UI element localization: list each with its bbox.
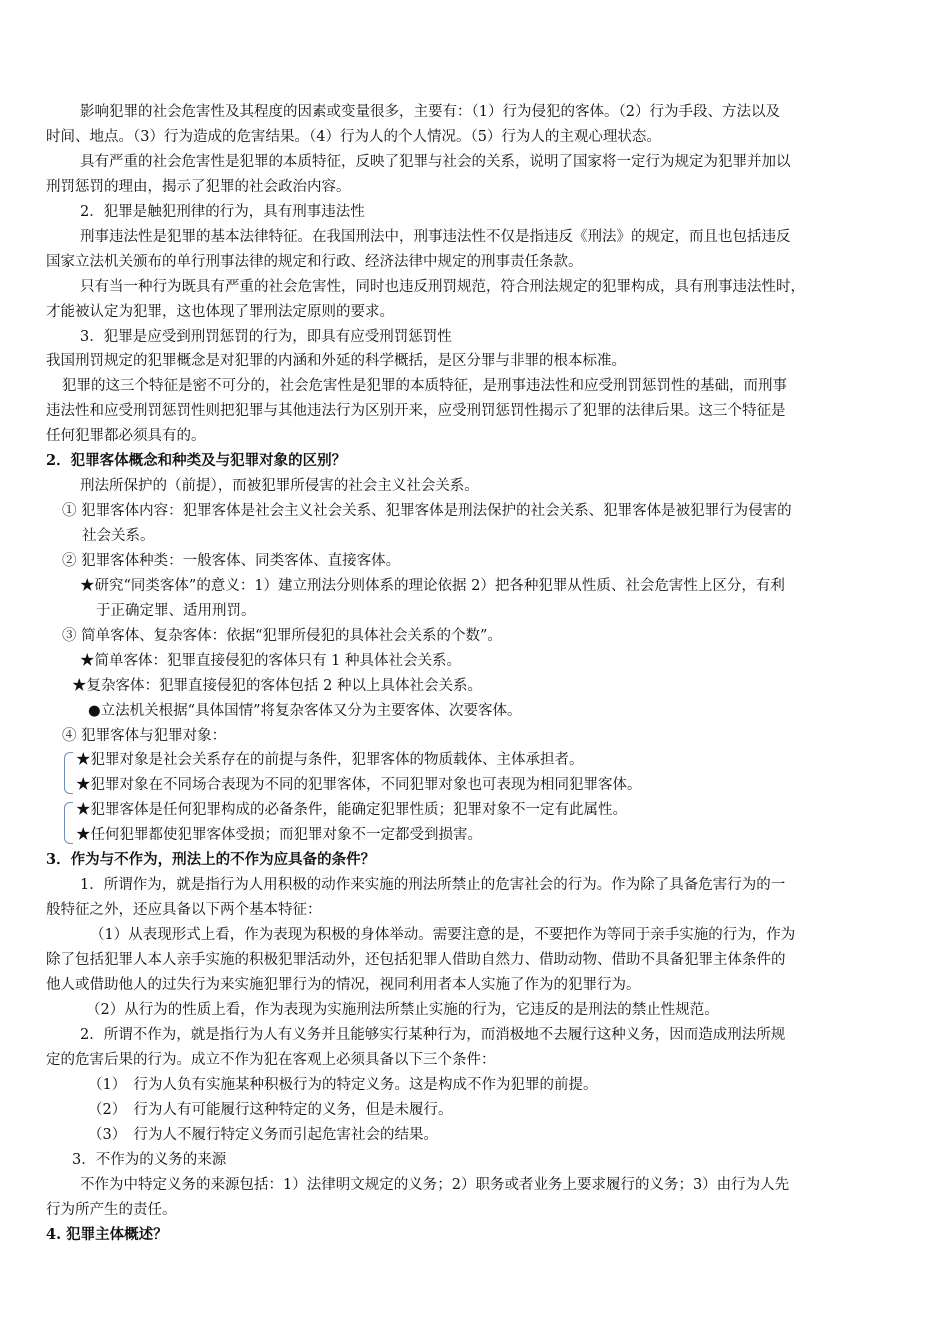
text-line: （2）从行为的性质上看，作为表现为实施刑法所禁止实施的行为，它违反的是刑法的禁止性规范。 — [86, 1002, 719, 1018]
text-line: 除了包括犯罪人本人亲手实施的积极犯罪活动外，还包括犯罪人借助自然力、借助动物、借助不具备犯罪主体条件的 — [46, 952, 786, 968]
text-line: 违法性和应受刑罚惩罚性则把犯罪与其他违法行为区别开来，应受刑罚惩罚性揭示了犯罪的法律后果。这三个特征是 — [46, 403, 786, 419]
text-line: ① 犯罪客体内容：犯罪客体是社会主义社会关系、犯罪客体是刑法保护的社会关系、犯罪客体是被犯罪行为侵害的 — [62, 503, 792, 519]
text-line: 于正确定罪、适用刑罚。 — [96, 603, 256, 619]
text-line: 2．犯罪是触犯刑律的行为，具有刑事违法性 — [80, 204, 365, 220]
text-line: （3） 行为人不履行特定义务而引起危害社会的结果。 — [88, 1127, 438, 1143]
text-line: 时间、地点。（3）行为造成的危害结果。（4）行为人的个人情况。（5）行为人的主观心理状态。 — [46, 129, 661, 145]
text-line: 3．犯罪是应受到刑罚惩罚的行为，即具有应受刑罚惩罚性 — [80, 329, 452, 345]
text-line: 2．所谓不作为，就是指行为人有义务并且能够实行某种行为，而消极地不去履行这种义务，因而造成刑法所规 — [80, 1027, 786, 1043]
text-line: 才能被认定为犯罪，这也体现了罪刑法定原则的要求。 — [46, 304, 394, 320]
text-line: 般特征之外，还应具备以下两个基本特征： — [46, 902, 322, 918]
text-line: 具有严重的社会危害性是犯罪的本质特征，反映了犯罪与社会的关系，说明了国家将一定行为规定为犯罪并加以 — [80, 154, 791, 170]
text-line: 刑法所保护的（前提），而被犯罪所侵害的社会主义社会关系。 — [80, 478, 479, 494]
text-line: ★复杂客体：犯罪直接侵犯的客体包括 2 种以上具体社会关系。 — [72, 678, 482, 694]
text-line: （1）从表现形式上看，作为表现为积极的身体举动。需要注意的是，不要把作为等同于亲手实施的行为，作为 — [90, 927, 796, 943]
text-line: 刑事违法性是犯罪的基本法律特征。在我国刑法中，刑事违法性不仅是指违反《刑法》的规定，而且也包括违反 — [80, 229, 791, 245]
text-line: ★研究“同类客体”的意义：1）建立刑法分则体系的理论依据 2）把各种犯罪从性质、社会危害性上区分，有利 — [80, 578, 785, 594]
text-line: 任何犯罪都必须具有的。 — [46, 428, 206, 444]
brace-bracket — [64, 752, 73, 794]
text-line: ★犯罪对象在不同场合表现为不同的犯罪客体，不同犯罪对象也可表现为相同犯罪客体。 — [76, 777, 642, 793]
text-line: ② 犯罪客体种类：一般客体、同类客体、直接客体。 — [62, 553, 401, 569]
text-line: ③ 简单客体、复杂客体：依据“犯罪所侵犯的具体社会关系的个数”。 — [62, 628, 502, 644]
text-line: 行为所产生的责任。 — [46, 1202, 177, 1218]
section-heading: 4. 犯罪主体概述？ — [46, 1226, 168, 1243]
text-line: ★犯罪对象是社会关系存在的前提与条件，犯罪客体的物质载体、主体承担者。 — [76, 752, 584, 768]
text-line: 社会关系。 — [82, 528, 155, 544]
text-line: 刑罚惩罚的理由，揭示了犯罪的社会政治内容。 — [46, 179, 351, 195]
text-line: ★简单客体：犯罪直接侵犯的客体只有 1 种具体社会关系。 — [80, 653, 461, 669]
text-line: 1．所谓作为，就是指行为人用积极的动作来实施的刑法所禁止的危害社会的行为。作为除了具备危害行为的一 — [80, 877, 786, 893]
text-line: ★任何犯罪都使犯罪客体受损；而犯罪对象不一定都受到损害。 — [76, 827, 482, 843]
text-line: ④ 犯罪客体与犯罪对象： — [62, 728, 227, 744]
text-line: 影响犯罪的社会危害性及其程度的因素或变量很多，主要有：（1）行为侵犯的客体。（2）行为手段、方法以及 — [80, 104, 780, 120]
text-line: 犯罪的这三个特征是密不可分的，社会危害性是犯罪的本质特征，是刑事违法性和应受刑罚惩罚性的基础，而刑事 — [62, 378, 787, 394]
text-line: 他人或借助他人的过失行为来实施犯罪行为的情况，视同利用者本人实施了作为的犯罪行为。 — [46, 977, 641, 993]
text-line: ●立法机关根据“具体国情”将复杂客体又分为主要客体、次要客体。 — [88, 703, 522, 719]
text-line: ★犯罪客体是任何犯罪构成的必备条件，能确定犯罪性质；犯罪对象不一定有此属性。 — [76, 802, 627, 818]
text-line: 不作为中特定义务的来源包括：1）法律明文规定的义务；2）职务或者业务上要求履行的义务；3）由行为人先 — [80, 1177, 790, 1193]
section-heading: 3．作为与不作为，刑法上的不作为应具备的条件？ — [46, 851, 376, 868]
brace-bracket — [64, 802, 73, 844]
section-heading: 2．犯罪客体概念和种类及与犯罪对象的区别？ — [46, 452, 347, 469]
text-line: （2） 行为人有可能履行这种特定的义务，但是未履行。 — [88, 1102, 453, 1118]
text-line: 国家立法机关颁布的单行刑事法律的规定和行政、经济法律中规定的刑事责任条款。 — [46, 254, 583, 270]
text-line: 只有当一种行为既具有严重的社会危害性，同时也违反刑罚规范，符合刑法规定的犯罪构成，具有刑事违法性时， — [80, 279, 805, 295]
text-line: 定的危害后果的行为。成立不作为犯在客观上必须具备以下三个条件： — [46, 1052, 496, 1068]
text-line: （1） 行为人负有实施某种积极行为的特定义务。这是构成不作为犯罪的前提。 — [88, 1077, 598, 1093]
text-line: 3．不作为的义务的来源 — [72, 1152, 227, 1168]
text-line: 我国刑罚规定的犯罪概念是对犯罪的内涵和外延的科学概括，是区分罪与非罪的根本标准。 — [46, 353, 626, 369]
